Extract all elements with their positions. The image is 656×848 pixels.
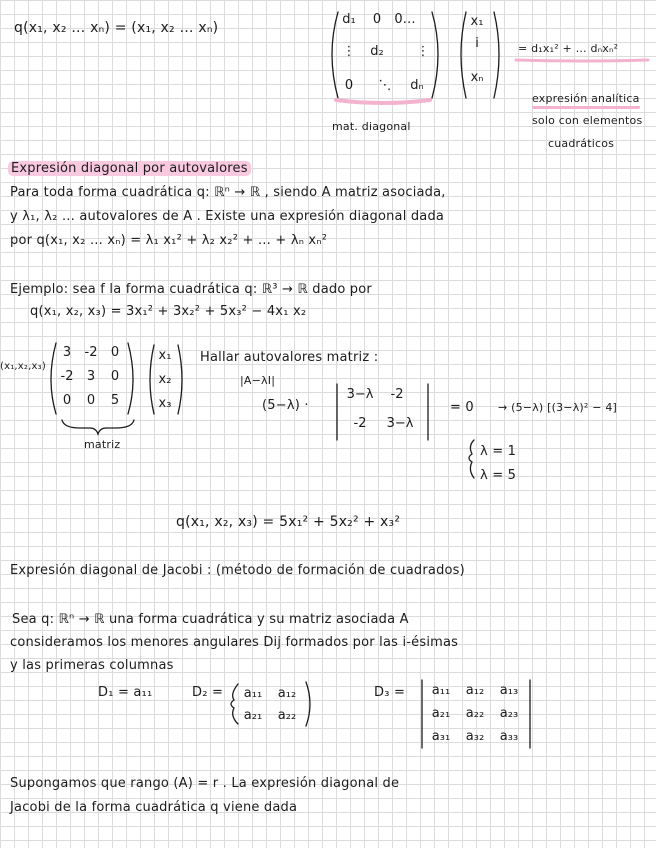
diagonal-form-result: q(x₁, x₂, x₃) = 5x₁² + 5x₂² + x₃² (176, 514, 401, 530)
vector-cell: x₁ (158, 348, 172, 363)
example-form: q(x₁, x₂, x₃) = 3x₁² + 3x₂² + 5x₃² − 4x₁ x₂ (30, 304, 307, 319)
matrix-cell: 0… (394, 12, 416, 27)
minor-d3-label: D₃ = (374, 685, 406, 700)
text-line: Sea q: ℝⁿ → ℝ una forma cuadrática y su matriz asociada A (12, 612, 409, 627)
text-line: Para toda forma cuadrática q: ℝⁿ → ℝ , siendo A matriz asociada, (10, 185, 446, 200)
matrix-cell: a₂₁ (431, 706, 451, 721)
determinant-expression: |A−λI| (240, 374, 276, 387)
left-paren (461, 12, 466, 98)
minor-d1: D₁ = a₁₁ (98, 685, 153, 700)
quadratic-form-lhs: q(x₁, x₂ … xₙ) = (x₁, x₂ … xₙ) (14, 20, 219, 36)
right-paren (128, 343, 133, 414)
matrix-cell: 5 (110, 393, 120, 408)
text-line: y λ₁, λ₂ … autovalores de A . Existe una expresión diagonal dada (10, 209, 445, 224)
matrix-cell: -2 (390, 387, 404, 402)
matrix-cell: ⋮ (342, 44, 356, 59)
vector-cell: x₃ (158, 396, 172, 411)
text-line: por q(x₁, x₂ … xₙ) = λ₁ x₁² + λ₂ x₂² + … + λₙ xₙ² (10, 233, 328, 248)
row-vector: (x₁,x₂,x₃) (0, 361, 46, 372)
matrix-cell: ⋱ (378, 78, 392, 93)
eigenvalue: λ = 1 (480, 444, 517, 459)
vector-cell: x₂ (158, 372, 172, 387)
underbrace (62, 420, 134, 434)
note-line: expresión analítica (532, 92, 640, 109)
matrix-cell: dₙ (410, 78, 424, 93)
right-paren (432, 12, 438, 98)
matrix-cell: a₂₂ (277, 708, 297, 723)
matrix-cell: 3−λ (346, 387, 374, 402)
find-eigenvalues: Hallar autovalores matriz : (200, 350, 379, 365)
matrix-cell: a₁₂ (465, 683, 485, 698)
equals-zero: = 0 (450, 400, 474, 415)
diagonal-result: = d₁x₁² + … dₙxₙ² (518, 42, 619, 55)
left-brace (469, 440, 474, 478)
matrix-cell: 0 (372, 12, 382, 27)
right-paren (494, 12, 499, 98)
matrix-cell: a₂₃ (499, 706, 519, 721)
matrix-cell: a₂₂ (465, 706, 485, 721)
vector-cell: i (475, 36, 479, 51)
matrix-cell: d₂ (370, 44, 384, 59)
right-paren (178, 345, 182, 414)
matrix-label-diagonal: mat. diagonal (332, 120, 411, 133)
vector-cell: xₙ (470, 70, 484, 85)
text-line: consideramos los menores angulares Dij formados por las i-ésimas (10, 635, 459, 650)
matrix-cell: ⋮ (416, 44, 430, 59)
matrix-cell: 3−λ (386, 416, 414, 431)
matrix-cell: a₂₁ (243, 708, 263, 723)
left-paren (51, 343, 56, 414)
note-line: solo con elementos (532, 114, 643, 127)
matrix-cell: a₁₁ (431, 683, 451, 698)
right-paren (306, 682, 310, 726)
matrix-cell: a₃₂ (465, 729, 485, 744)
text-line: y las primeras columnas (10, 658, 174, 673)
matrix-cell: 0 (344, 78, 354, 93)
factor: (5−λ) · (262, 398, 309, 413)
closing-line: Jacobi de la forma cuadrática q viene dada (10, 800, 298, 815)
eigenvalue: λ = 5 (480, 468, 517, 483)
left-paren (150, 345, 154, 414)
matrix-label: matriz (84, 438, 121, 451)
closing-line: Supongamos que rango (A) = r . La expresión diagonal de (10, 776, 400, 791)
vector-cell: x₁ (470, 14, 484, 29)
matrix-cell: 0 (110, 369, 120, 384)
matrix-cell: a₃₃ (499, 729, 519, 744)
matrix-cell: -2 (353, 416, 367, 431)
matrix-cell: 0 (62, 393, 72, 408)
matrix-cell: 0 (110, 345, 120, 360)
pink-highlight (336, 100, 430, 103)
matrix-cell: 0 (86, 393, 96, 408)
matrix-cell: -2 (60, 369, 74, 384)
matrix-cell: 3 (62, 345, 72, 360)
example-intro: Ejemplo: sea f la forma cuadrática q: ℝ³ → ℝ dado por (10, 282, 372, 297)
minor-d2-label: D₂ = (192, 685, 224, 700)
note-line: cuadráticos (548, 137, 615, 150)
characteristic-polynomial: → (5−λ) [(3−λ)² − 4] (498, 401, 618, 414)
section-title: Expresión diagonal de Jacobi : (método de formación de cuadrados) (10, 563, 465, 578)
left-brace (231, 684, 238, 724)
matrix-cell: a₁₁ (243, 686, 263, 701)
matrix-cell: a₃₁ (431, 729, 451, 744)
left-paren (332, 12, 338, 98)
matrix-cell: a₁₂ (277, 686, 297, 701)
matrix-cell: d₁ (342, 12, 356, 27)
section-title-highlight: Expresión diagonal por autovalores (8, 161, 251, 176)
pink-highlight (516, 60, 648, 61)
matrix-cell: 3 (86, 369, 96, 384)
matrix-cell: -2 (84, 345, 98, 360)
matrix-cell: a₁₃ (499, 683, 519, 698)
